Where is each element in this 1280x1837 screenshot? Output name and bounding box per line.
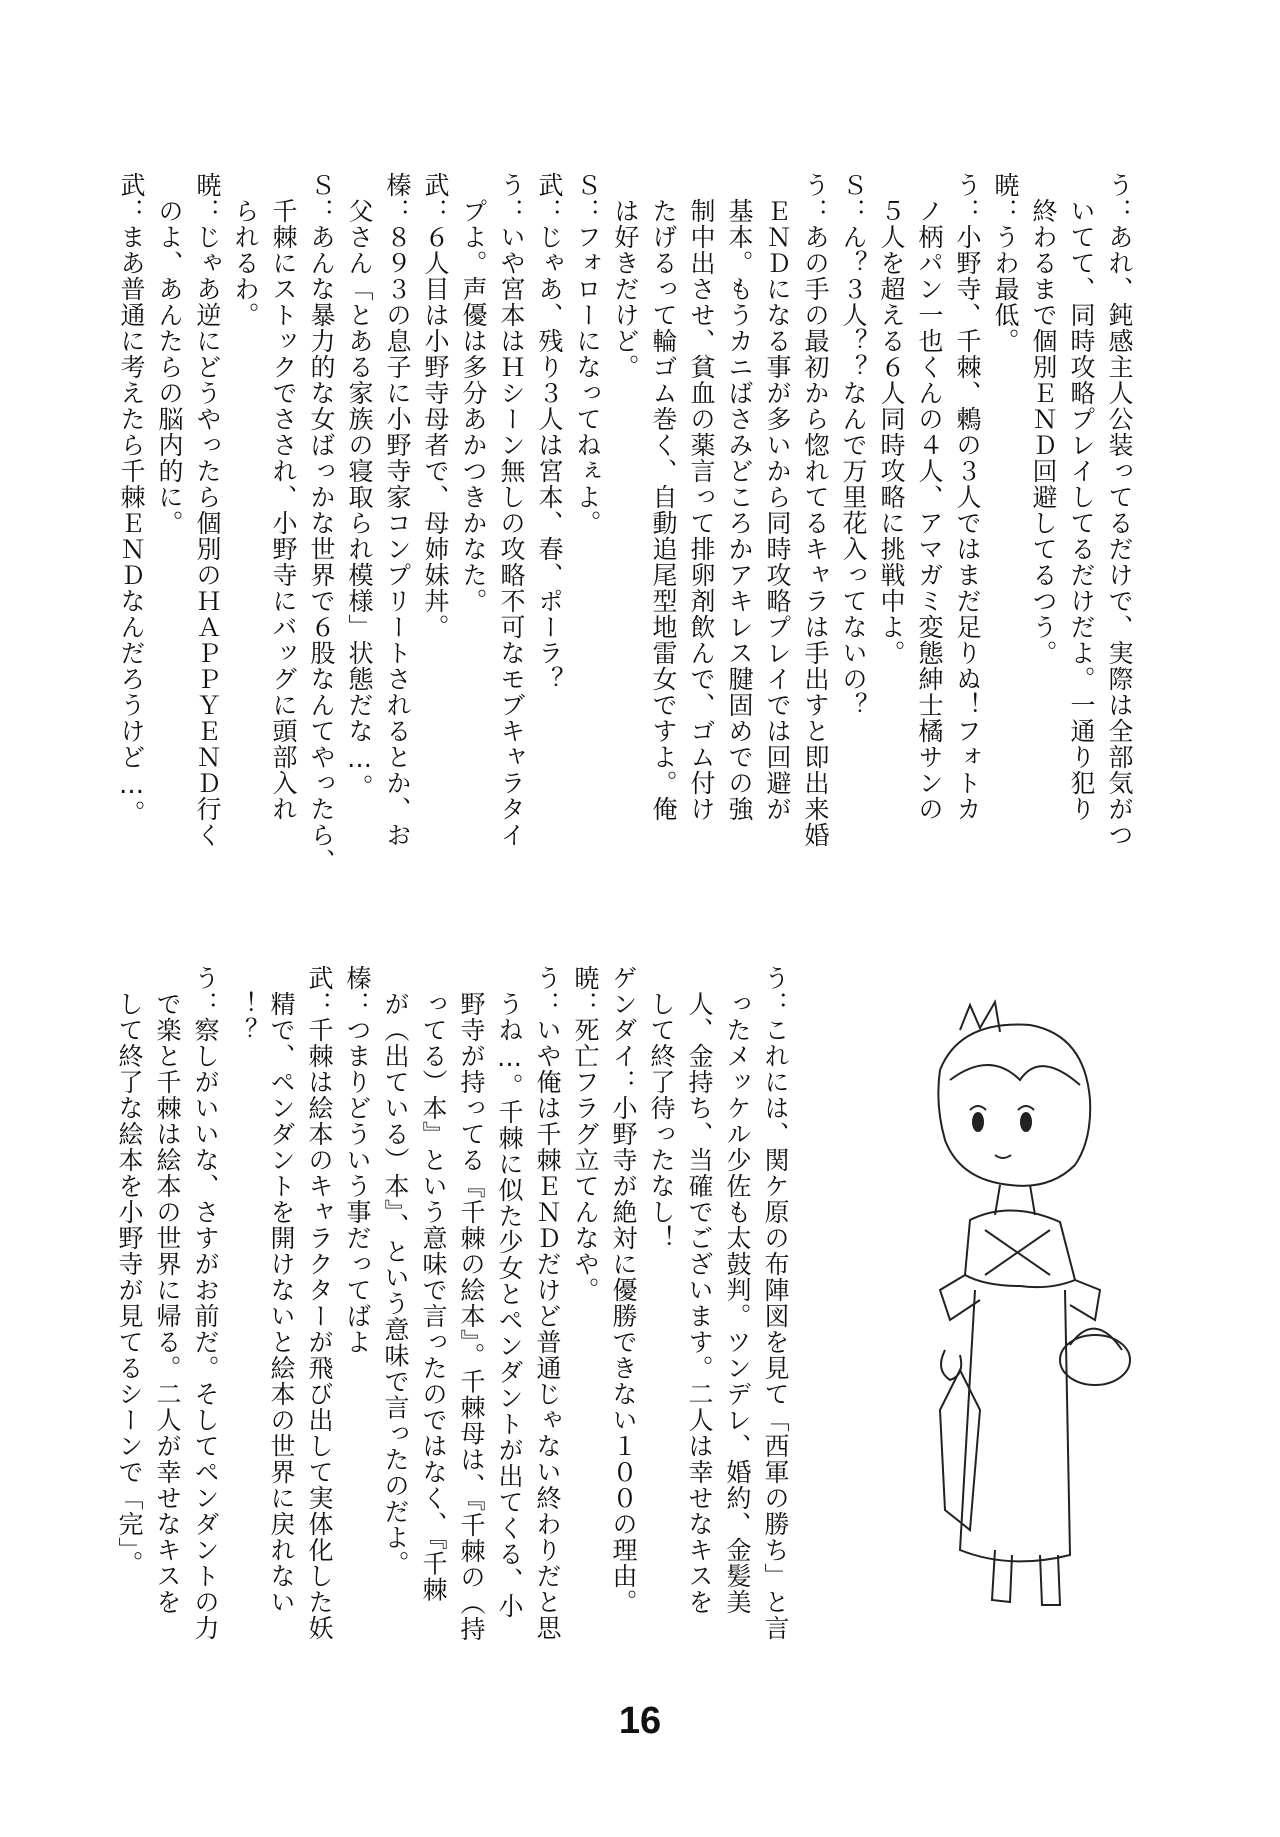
dialogue-line (604, 965, 642, 1615)
dialogue-continuation-line (226, 172, 264, 328)
speaker-separator: ： (801, 198, 830, 224)
dialogue-text: ん？３人？？なんで万里花入ってないの？ (839, 224, 868, 718)
speaker-name: 暁 (193, 172, 222, 198)
dialogue-text: フォローになってねぇよ。 (573, 224, 602, 536)
dialogue-text: 制中出させ、貧血の薬言って排卵剤飲んで、ゴム付け (687, 198, 716, 822)
speaker-name: 榛 (383, 172, 412, 198)
dialogue-line (568, 172, 606, 536)
dialogue-line (566, 965, 604, 1303)
speaker-name: Ｓ (573, 172, 602, 198)
dialogue-line (186, 965, 224, 1641)
speaker-name: う (1105, 172, 1134, 198)
speaker-name: Ｓ (307, 172, 336, 198)
dialogue-line (416, 172, 454, 640)
dialogue-line (756, 965, 794, 1641)
dialogue-continuation-line (718, 965, 756, 1615)
dialogue-text: 小野寺が絶対に優勝できない１００の理由。 (609, 1095, 638, 1615)
speaker-name: う (761, 965, 790, 991)
dialogue-text: して終了な絵本を小野寺が見てるシーンで「完」。 (115, 991, 144, 1577)
dialogue-text: ６人目は小野寺母者で、母姉妹丼。 (421, 224, 450, 640)
speaker-separator: ： (573, 198, 602, 224)
dialogue-text: 野寺が持ってる『千棘の絵本』。千棘母は、『千棘の（持 (457, 991, 486, 1642)
speaker-name: 武 (305, 965, 334, 991)
dialogue-text: 小野寺、千棘、鶫の３人ではまだ足りぬ！フォトカ (953, 224, 982, 822)
dialogue-text: 察しがいいな、さすがお前だ。そしてペンダントの力 (191, 1017, 220, 1641)
dialogue-continuation-line (110, 965, 148, 1577)
dialogue-line (112, 172, 150, 826)
dialogue-text: まあ普通に考えたら千棘ＥＮＤなんだろうけど…。 (117, 224, 146, 826)
page-number: 16 (618, 1700, 662, 1742)
dialogue-text: いてて、同時攻略プレイしてるだけだよ。一通り犯り (1067, 198, 1096, 822)
dialogue-text: いや宮本はＨシーン無しの攻略不可なモブキャラタイ (497, 224, 526, 848)
speaker-separator: ： (953, 198, 982, 224)
dialogue-text: あんな暴力的な女ばっかな世界で６股なんてやったら、 (307, 224, 336, 874)
dialogue-text: ってる）本』という意味で言ったのではなく、『千棘 (419, 991, 448, 1603)
dialogue-continuation-line (490, 965, 528, 1619)
dialogue-continuation-line (414, 965, 452, 1603)
dialogue-continuation-line (758, 172, 796, 822)
speaker-separator: ： (193, 198, 222, 224)
dialogue-line (948, 172, 986, 822)
speaker-separator: ： (761, 991, 790, 1017)
speaker-separator: ： (609, 1069, 638, 1095)
dialogue-text: じゃあ、残り３人は宮本、春、ポーラ？ (535, 224, 564, 692)
dialogue-continuation-line (452, 965, 490, 1642)
dialogue-text: で楽と千棘は絵本の世界に帰る。二人が幸せなキスを (153, 991, 182, 1615)
dialogue-continuation-line (910, 172, 948, 822)
dialogue-continuation-line (720, 172, 758, 822)
dialogue-line (338, 965, 376, 1355)
dialogue-text: ノ柄パン一也くんの４人、アマガミ変態紳士橘サンの (915, 198, 944, 822)
speaker-separator: ： (343, 991, 372, 1017)
dialogue-text: 千棘は絵本のキャラクターが飛び出して実体化した妖 (305, 1017, 334, 1641)
dialogue-block-bottom (110, 965, 794, 1675)
dialogue-text: ！？ (229, 991, 258, 1043)
speaker-separator: ： (991, 198, 1020, 224)
dialogue-line (530, 172, 568, 692)
dialogue-text: ったメッケル少佐も太鼓判。ツンデレ、婚約、金髪美 (723, 991, 752, 1615)
dialogue-text: ＥＮＤになる事が多いから同時攻略プレイでは回避が (763, 198, 792, 822)
dialogue-continuation-line (148, 965, 186, 1615)
dialogue-text: あの手の最初から惚れてるキャラは手出すと即出来婚 (801, 224, 830, 848)
dialogue-line (796, 172, 834, 848)
dialogue-line (188, 172, 226, 848)
dialogue-continuation-line (606, 172, 644, 380)
speaker-separator: ： (383, 198, 412, 224)
speaker-separator: ： (305, 991, 334, 1017)
speaker-name: う (801, 172, 830, 198)
speaker-separator: ： (535, 198, 564, 224)
dialogue-line (1100, 172, 1138, 848)
dialogue-continuation-line (1062, 172, 1100, 822)
speaker-name: 暁 (991, 172, 1020, 198)
dialogue-text: ８９３の息子に小野寺家コンプリートされるとか、お (383, 224, 412, 848)
dialogue-text: これには、関ケ原の布陣図を見て「西軍の勝ち」と言 (761, 1017, 790, 1641)
speaker-name: 榛 (343, 965, 372, 991)
dialogue-text: つまりどういう事だってばよ (343, 1017, 372, 1355)
dialogue-continuation-line (262, 965, 300, 1615)
speaker-separator: ： (117, 198, 146, 224)
dialogue-line (986, 172, 1024, 354)
dialogue-line (834, 172, 872, 718)
speaker-separator: ： (571, 991, 600, 1017)
dialogue-continuation-line (642, 965, 680, 1251)
speaker-separator: ： (421, 198, 450, 224)
dialogue-continuation-line (682, 172, 720, 822)
dialogue-line (302, 172, 340, 874)
speaker-name: 暁 (571, 965, 600, 991)
dialogue-text: うね…。千棘に似た少女とペンダントが出てくる、小 (495, 991, 524, 1619)
speaker-name: う (533, 965, 562, 991)
speaker-name: Ｓ (839, 172, 868, 198)
dialogue-block-top (112, 172, 1138, 892)
dialogue-continuation-line (872, 172, 910, 666)
speaker-separator: ： (497, 198, 526, 224)
speaker-separator: ： (533, 991, 562, 1017)
speaker-separator: ： (191, 991, 220, 1017)
speaker-name: う (191, 965, 220, 991)
speaker-name: 武 (535, 172, 564, 198)
speaker-name: 武 (117, 172, 146, 198)
speaker-name: ゲンダイ (609, 965, 638, 1069)
speaker-separator: ： (1105, 198, 1134, 224)
dialogue-text: ５人を超える６人同時攻略に挑戦中よ。 (877, 198, 906, 666)
dialogue-text: プよ。声優は多分あかつきかなた。 (459, 198, 488, 614)
dialogue-text: して終了待ったなし！ (647, 991, 676, 1251)
dialogue-line (528, 965, 566, 1641)
speaker-separator: ： (839, 198, 868, 224)
dialogue-text: うわ最低。 (991, 224, 1020, 354)
speaker-name: 武 (421, 172, 450, 198)
dialogue-text: 精で、ペンダントを開けないと絵本の世界に戻れない (267, 991, 296, 1615)
dialogue-continuation-line (1024, 172, 1062, 666)
dialogue-continuation-line (680, 965, 718, 1615)
dialogue-text: 基本。もうカニばさみどころかアキレス腱固めでの強 (725, 198, 754, 822)
dialogue-line (378, 172, 416, 848)
dialogue-text: 終わるまで個別ＥＮＤ回避してるつう。 (1029, 198, 1058, 666)
dialogue-continuation-line (644, 172, 682, 822)
dialogue-text: が（出ている）本』、という意味で言ったのだよ。 (381, 991, 410, 1577)
dialogue-line (492, 172, 530, 848)
speaker-name: う (953, 172, 982, 198)
dialogue-text: 父さん「とある家族の寝取られ模様」状態だな…。 (345, 198, 374, 800)
dialogue-continuation-line (150, 172, 188, 536)
dialogue-continuation-line (224, 965, 262, 1043)
dialogue-continuation-line (340, 172, 378, 800)
dialogue-text: られるわ。 (231, 198, 260, 328)
dialogue-text: 千棘にストックでさされ、小野寺にバッグに頭部入れ (269, 198, 298, 822)
dialogue-continuation-line (454, 172, 492, 614)
dialogue-text: あれ、鈍感主人公装ってるだけで、実際は全部気がつ (1105, 224, 1134, 848)
speaker-separator: ： (307, 198, 336, 224)
dialogue-text: のよ、あんたらの脳内的に。 (155, 198, 184, 536)
dialogue-text: 人、金持ち、当確でございます。二人は幸せなキスを (685, 991, 714, 1615)
dialogue-text: たげるって輪ゴム巻く、自動追尾型地雷女ですよ。俺 (649, 198, 678, 822)
girl-illustration (900, 990, 1160, 1630)
dialogue-text: じゃあ逆にどうやったら個別のＨＡＰＰＹＥＮＤ行く (193, 224, 222, 848)
dialogue-text: いや俺は千棘ＥＮＤだけど普通じゃない終わりだと思 (533, 1017, 562, 1641)
dialogue-text: は好きだけど。 (611, 198, 640, 380)
dialogue-text: 死亡フラグ立てんなや。 (571, 1017, 600, 1303)
speaker-name: う (497, 172, 526, 198)
dialogue-continuation-line (376, 965, 414, 1577)
dialogue-line (300, 965, 338, 1641)
dialogue-continuation-line (264, 172, 302, 822)
